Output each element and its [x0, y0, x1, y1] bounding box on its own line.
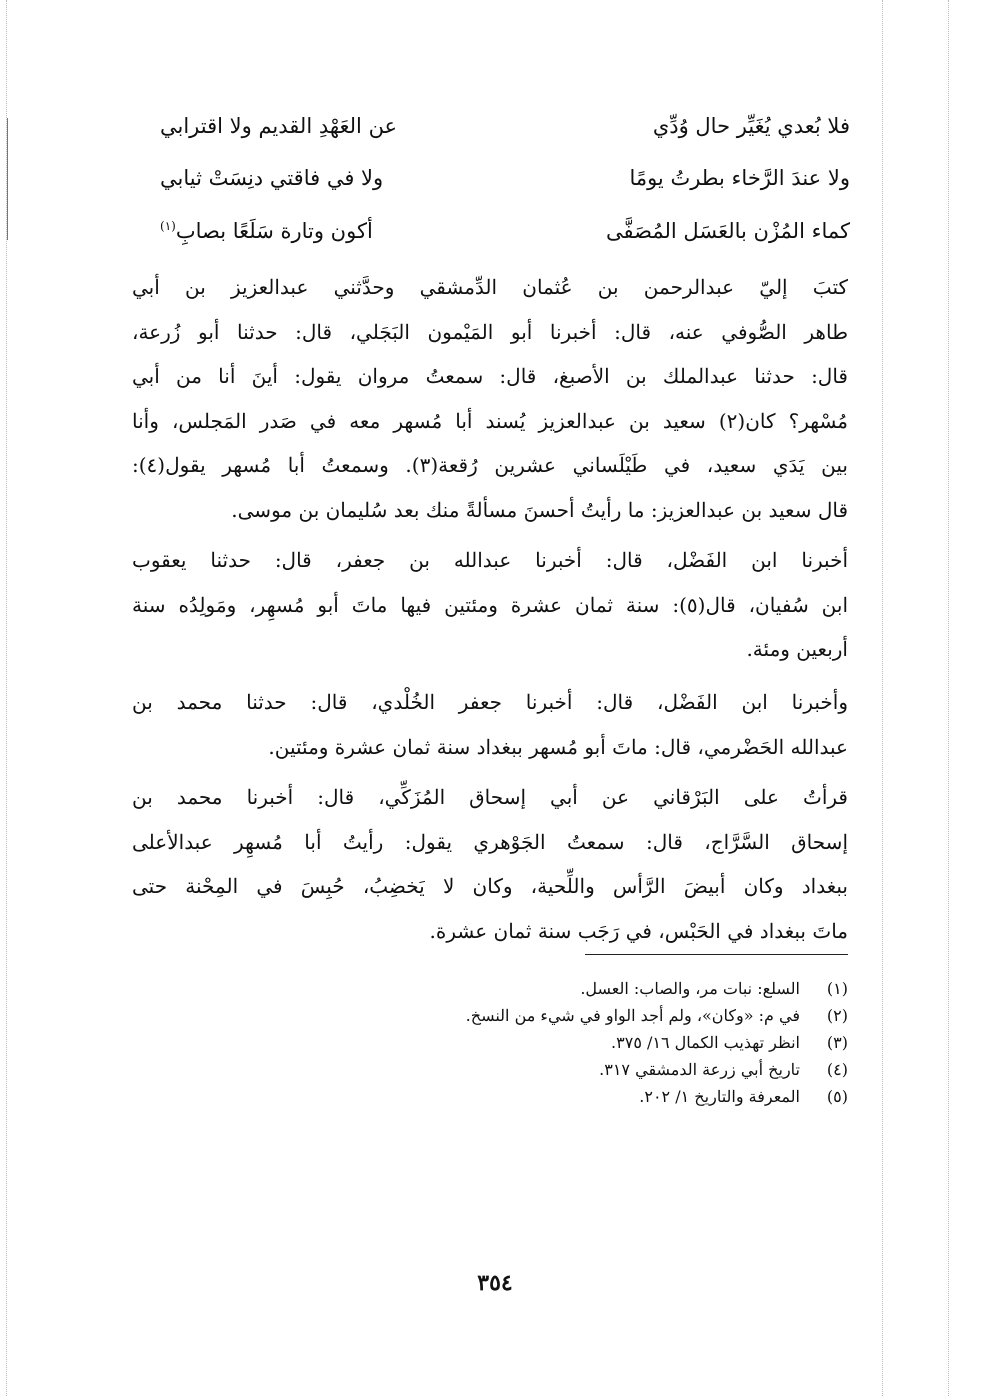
- verse-3-second-hemistich-text: أكون وتارة سَلَعًا بصابِ: [175, 219, 373, 243]
- paragraph-line: عبدالله الحَضْرمي، قال: ماتَ أبو مُسهر ببغداد سنة ثمان عشرة ومئتين.: [268, 734, 848, 759]
- paragraph-3: [132, 680, 848, 769]
- footnote-number: (١): [826, 979, 848, 998]
- footnote-number: (٤): [826, 1060, 848, 1079]
- paragraph-line: قال سعيد بن عبدالعزيز: ما رأيتُ أحسنَ مسألةً منك بعد سُليمان بن موسى.: [231, 497, 848, 522]
- footnote-ref-1: (١): [160, 219, 176, 233]
- footnote-5: [320, 1083, 848, 1110]
- verse-2-second-hemistich: ولا في فاقتي دنِسَتْ ثيابي: [160, 166, 384, 190]
- verse-3: [160, 211, 850, 251]
- footnote-text: انظر تهذيب الكمال ١٦/ ٣٧٥.: [611, 1033, 800, 1052]
- footnote-separator: [585, 954, 848, 955]
- footnote-text: تاريخ أبي زرعة الدمشقي ٣١٧.: [599, 1060, 800, 1079]
- footnote-number: (٣): [826, 1033, 848, 1052]
- paragraph-line: ابن سُفيان، قال(٥): سنة ثمان عشرة ومئتين فيها ماتَ أبو مُسهِر، ومَولِدُه سنة: [132, 592, 848, 617]
- footnote-1: [320, 975, 848, 1002]
- footnote-number: (٥): [826, 1087, 848, 1106]
- paragraph-line: ماتَ ببغداد في الحَبْس، في رَجَب سنة ثمان عشرة.: [429, 918, 848, 943]
- verse-1-second-hemistich: عن العَهْدِ القديم ولا اقترابي: [160, 114, 398, 138]
- verse-2: [160, 158, 850, 198]
- verse-3-first-hemistich: كماء المُزْن بالعَسَل المُصَفَّى: [606, 219, 850, 243]
- paragraph-line: أخبرنا ابن الفَضْل، قال: أخبرنا عبدالله بن جعفر، قال: حدثنا يعقوب: [132, 548, 848, 572]
- paragraph-line: أربعين ومئة.: [746, 637, 848, 661]
- footnote-3: [320, 1029, 848, 1056]
- paragraph-4: [132, 775, 848, 953]
- paragraph-line: قرأتُ على البَرْقاني عن أبي إسحاق المُزَكِّي، قال: أخبرنا محمد بن: [132, 785, 848, 809]
- footnote-2: [320, 1002, 848, 1029]
- verse-1: [160, 106, 850, 146]
- paragraph-line: كتبَ إليّ عبدالرحمن بن عُثمان الدِّمشقي وحدَّثني عبدالعزيز بن أبي: [132, 275, 848, 299]
- paragraph-line: ببغداد وكان أبيضَ الرَّأس واللِّحية، وكان لا يَخضِبُ، حُبِسَ في المِحْنة حتى: [132, 874, 848, 898]
- footnote-4: [320, 1056, 848, 1083]
- scan-edge-mark: [7, 118, 8, 240]
- footnote-text: السلع: نبات مر، والصاب: العسل.: [580, 979, 800, 998]
- scan-margin-line-right-1: [882, 0, 883, 1396]
- paragraph-1: [132, 265, 848, 532]
- page-number: ٣٥٤: [477, 1270, 513, 1296]
- footnote-text: المعرفة والتاريخ ١/ ٢٠٢.: [639, 1087, 800, 1106]
- paragraph-line: طاهر الصُّوفي عنه، قال: أخبرنا أبو المَيْمون البَجَلي، قال: حدثنا أبو زُرعة،: [132, 319, 848, 344]
- verse-2-first-hemistich: ولا عندَ الرَّخاء بطرتُ يومًا: [629, 166, 850, 190]
- paragraph-line: مُسْهر؟ كان(٢) سعيد بن عبدالعزيز يُسند أبا مُسهر معه في صَدر المَجلس، وأنا: [132, 408, 849, 433]
- paragraph-line: وأخبرنا ابن الفَضْل، قال: أخبرنا جعفر الخُلْدي، قال: حدثنا محمد بن: [132, 690, 848, 714]
- verse-3-second-hemistich: [160, 219, 373, 243]
- footnote-text: في م: «وكان»، ولم أجد الواو في شيء من النسخ.: [465, 1006, 800, 1025]
- footnotes: [320, 975, 848, 1110]
- footnote-number: (٢): [826, 1006, 848, 1025]
- paragraph-line: بين يَدَي سعيد، في طَيْلَساني عشرين رُقعة(٣). وسمعتُ أبا مُسهر يقول(٤):: [132, 453, 848, 477]
- paragraph-line: قال: حدثنا عبدالملك بن الأصبغ، قال: سمعتُ مروان يقول: أينَ أنا من أبي: [132, 364, 848, 388]
- scan-margin-line-right-2: [948, 0, 949, 1396]
- paragraph-line: إسحاق السَّرَّاج، قال: سمعتُ الجَوْهري يقول: رأيتُ أبا مُسهِر عبدالأعلى: [132, 829, 849, 854]
- verse-1-first-hemistich: فلا بُعدي يُغَيِّر حال وُدِّي: [652, 114, 850, 138]
- paragraph-2: [132, 538, 848, 672]
